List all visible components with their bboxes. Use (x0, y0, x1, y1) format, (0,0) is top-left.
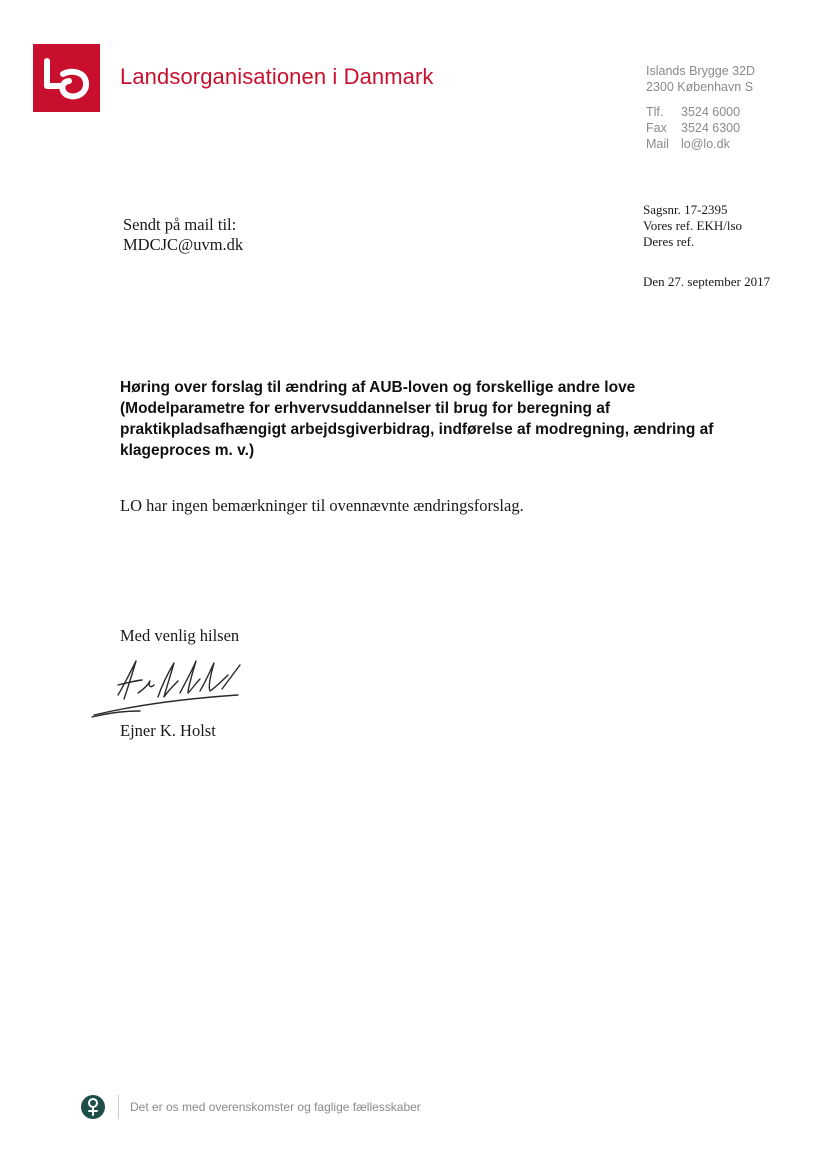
contact-mail (646, 136, 740, 152)
our-reference: Vores ref. EKH/lso (643, 218, 743, 233)
letter-body: LO har ingen bemærkninger til ovennævnte ændringsforslag. (120, 496, 524, 515)
letter-date: Den 27. september 2017 (643, 274, 771, 289)
contact-value: 3524 6300 (681, 121, 741, 135)
contact-value: 3524 6000 (681, 105, 741, 119)
lo-logo (33, 44, 100, 112)
address-city: 2300 København S (646, 80, 754, 94)
footer-logo-icon (80, 1094, 106, 1120)
contact-block (646, 104, 740, 152)
contact-fax (646, 120, 740, 136)
case-number: Sagsnr. 17-2395 (643, 202, 728, 217)
contact-phone (646, 104, 740, 120)
footer-tagline: Det er os med overenskomster og faglige fællesskaber (130, 1100, 421, 1114)
signatory-name: Ejner K. Holst (120, 721, 216, 740)
address-block (646, 63, 755, 95)
closing-greeting: Med venlig hilsen (120, 626, 240, 645)
reference-block (643, 202, 742, 250)
recipient-block (123, 215, 243, 255)
lo-logo-icon (33, 44, 100, 112)
contact-label: Fax (646, 121, 667, 135)
contact-label: Tlf. (646, 105, 664, 119)
your-reference: Deres ref. (643, 234, 695, 249)
contact-value: lo@lo.dk (681, 137, 730, 151)
handwritten-signature (88, 655, 258, 720)
contact-label: Mail (646, 137, 669, 151)
address-street: Islands Brygge 32D (646, 64, 756, 78)
recipient-email: MDCJC@uvm.dk (123, 235, 244, 254)
recipient-intro: Sendt på mail til: (123, 215, 237, 234)
organization-name: Landsorganisationen i Danmark (120, 64, 434, 89)
footer-divider (118, 1095, 119, 1119)
letter-subject: Høring over forslag til ændring af AUB-loven og forskellige andre love (Modelparametre for erhvervsuddannelser til brug for beregning af praktikpladsafhængigt arbejdsgiverbidrag, indførelse af modregning, ændring af klageproces m. v.) (120, 379, 714, 459)
